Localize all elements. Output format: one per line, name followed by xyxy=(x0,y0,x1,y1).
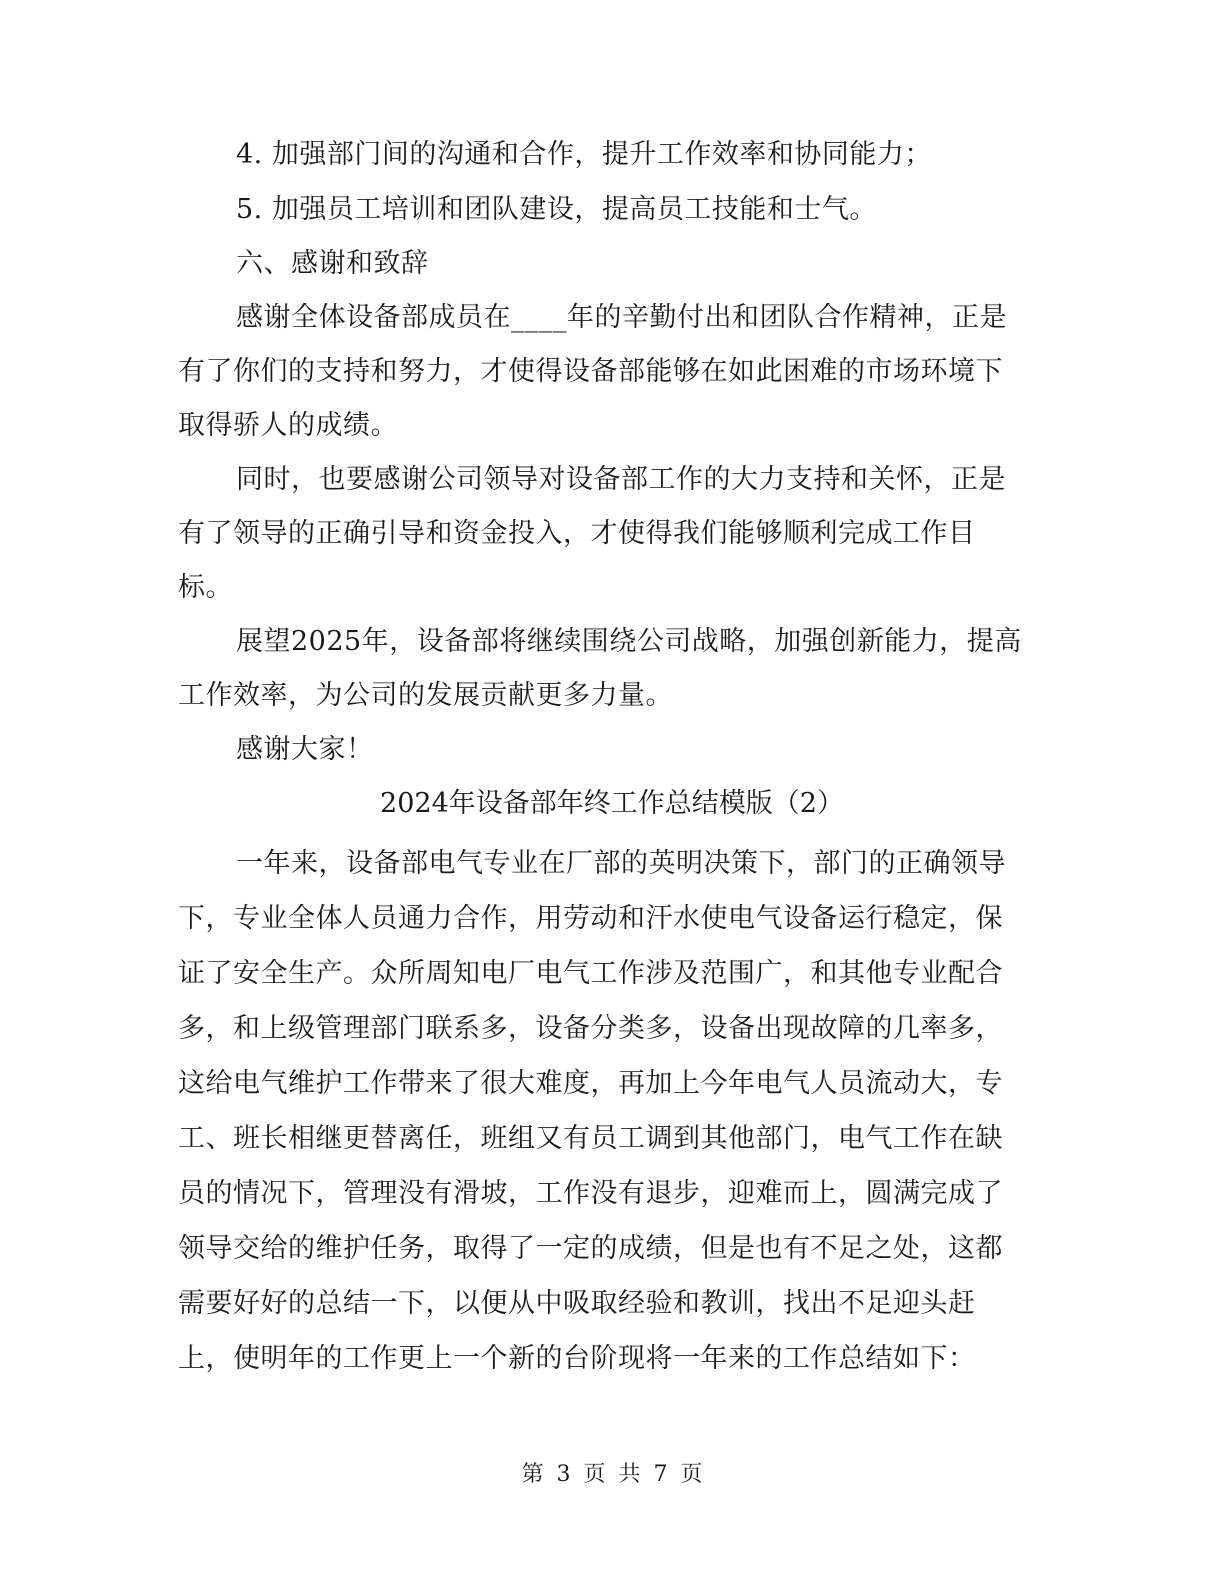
paragraph-line: 需要好好的总结一下，以便从中吸取经验和教训，找出不足迎头赶 xyxy=(178,1288,976,1319)
paragraph-line: 员的情况下，管理没有滑坡，工作没有退步，迎难而上，圆满完成了 xyxy=(178,1178,1003,1209)
paragraph-line: 多，和上级管理部门联系多，设备分类多，设备出现故障的几率多， xyxy=(178,1013,1003,1044)
paragraph-line: 一年来，设备部电气专业在厂部的英明决策下，部门的正确领导 xyxy=(236,848,1006,879)
paragraph-line: 取得骄人的成绩。 xyxy=(178,410,398,441)
paragraph-line: 标。 xyxy=(178,572,233,603)
paragraph-line: 这给电气维护工作带来了很大难度，再加上今年电气人员流动大，专 xyxy=(178,1068,1003,1099)
paragraph-line: 证了安全生产。众所周知电厂电气工作涉及范围广，和其他专业配合 xyxy=(178,958,1003,989)
paragraph-line: 工、班长相继更替离任，班组又有员工调到其他部门，电气工作在缺 xyxy=(178,1123,1003,1154)
document-title: 2024年设备部年终工作总结模版（2） xyxy=(380,788,844,819)
paragraph-line: 有了领导的正确引导和资金投入，才使得我们能够顺利完成工作目 xyxy=(178,518,976,549)
paragraph-line: 有了你们的支持和努力，才使得设备部能够在如此困难的市场环境下 xyxy=(178,356,1003,387)
paragraph-line: 感谢全体设备部成员在____年的辛勤付出和团队合作精神，正是 xyxy=(236,302,1007,333)
section-heading: 六、感谢和致辞 xyxy=(236,248,429,279)
paragraph-line: 工作效率，为公司的发展贡献更多力量。 xyxy=(178,680,673,711)
list-item-4: 4. 加强部门间的沟通和合作，提升工作效率和协同能力； xyxy=(236,139,932,170)
page-number-footer: 第 3 页 共 7 页 xyxy=(521,1462,703,1487)
paragraph-line: 上，使明年的工作更上一个新的台阶现将一年来的工作总结如下： xyxy=(178,1343,976,1374)
paragraph-line: 同时，也要感谢公司领导对设备部工作的大力支持和关怀，正是 xyxy=(236,464,1006,495)
paragraph-line: 展望2025年，设备部将继续围绕公司战略，加强创新能力，提高 xyxy=(236,626,1022,657)
paragraph-line: 领导交给的维护任务，取得了一定的成绩，但是也有不足之处，这都 xyxy=(178,1233,1003,1264)
closing-thanks: 感谢大家！ xyxy=(236,734,374,765)
paragraph-line: 下，专业全体人员通力合作，用劳动和汗水使电气设备运行稳定，保 xyxy=(178,903,1003,934)
list-item-5: 5. 加强员工培训和团队建设，提高员工技能和士气。 xyxy=(236,194,877,225)
